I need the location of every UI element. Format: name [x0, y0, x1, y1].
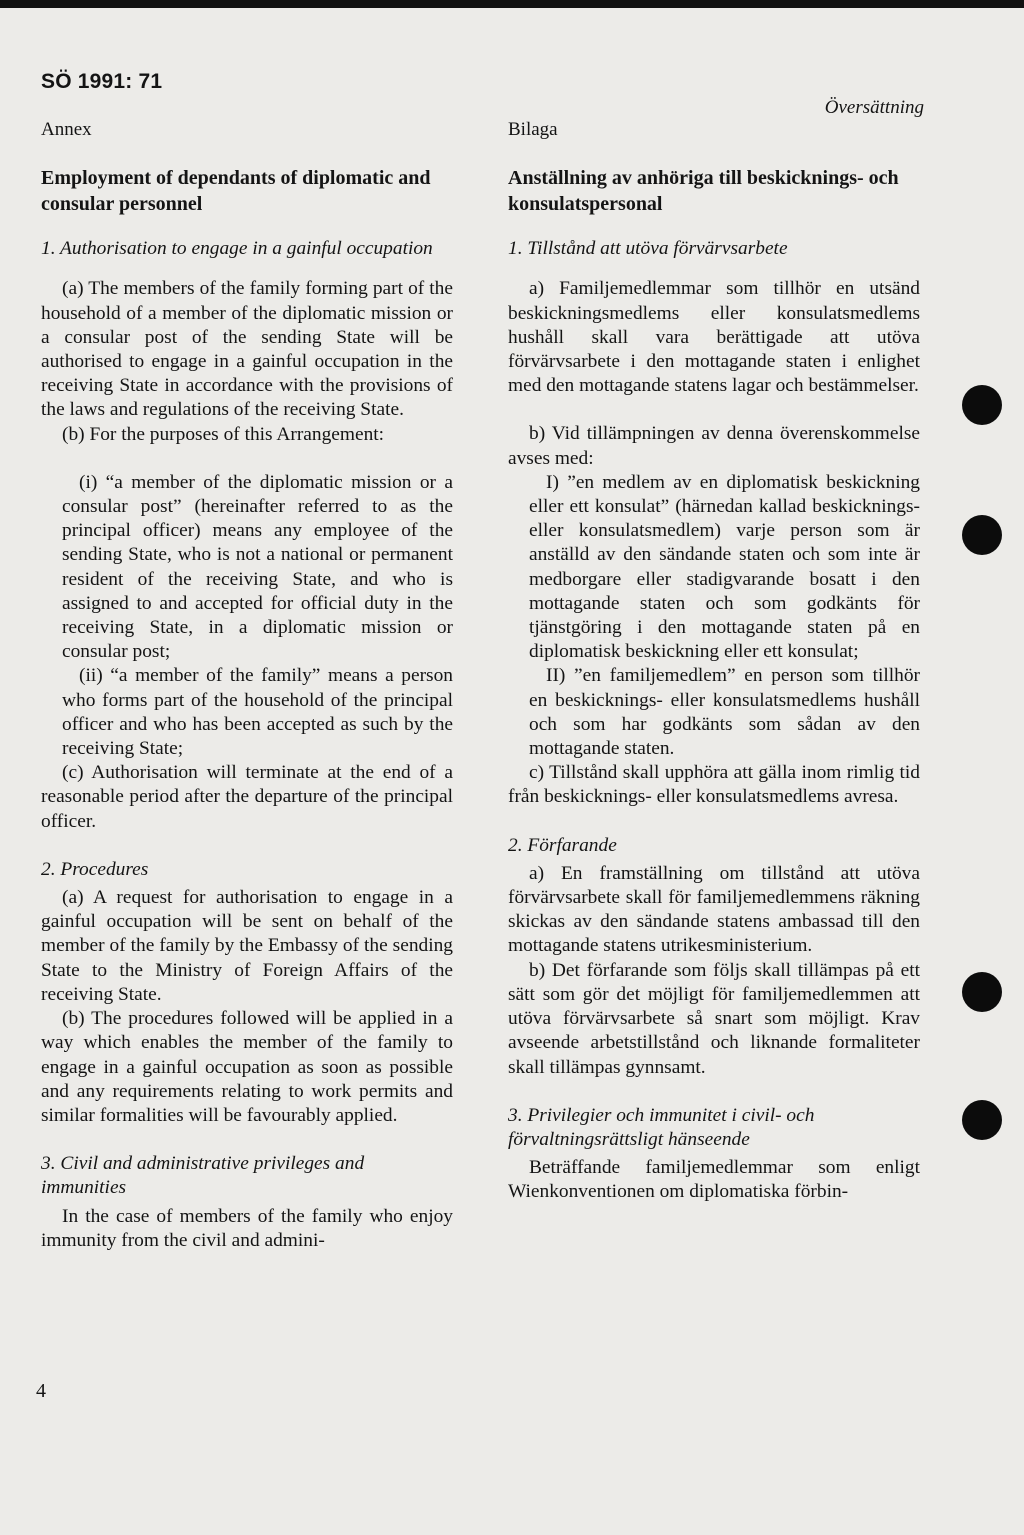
english-title: Employment of dependants of diplomatic and consular personnel [41, 167, 431, 216]
english-section-2-a: (a) A request for authorisation to engage in a gainful occupation will be sent on behalf of the member of the family by the Embassy of the sending State to the Ministry of Foreign Affairs of the receiving State. [41, 887, 453, 1005]
swedish-section-2-a: a) En framställning om tillstånd att utöva förvärvsarbete skall för familjemedlemmens räkning skickas av den sändande statens ambassad till den mottagande statens utrikesministerium. [508, 862, 920, 957]
swedish-definition-i: I) ”en medlem av en diplomatisk beskickning eller ett konsulat” (härnedan kallad beskicknings- eller konsulatsmedlem) varje person som är anställd av den sändande staten och som inte är medborgare eller stadigvarande bosatt i den mottagande staten och som godkänts för tjänstgöring i den mottagande staten på en diplomatisk beskickning eller ett konsulat; [529, 471, 920, 663]
english-column [41, 118, 453, 1253]
document-reference: SÖ 1991: 71 [41, 70, 163, 93]
margin-dot-icon [962, 385, 1002, 425]
english-section-2-heading: 2. Procedures [41, 858, 149, 880]
swedish-definitions [508, 471, 920, 761]
swedish-section-3-text: Beträffande familjemedlemmar som enligt Wienkonventionen om diplomatiska förbin- [508, 1157, 920, 1203]
english-section-2-b: (b) The procedures followed will be applied in a way which enables the member of the family to engage in a gainful occupation as soon as possible and any requirements relating to work permits and similar formalities will be favourably applied. [41, 1008, 453, 1126]
english-definition-ii: (ii) “a member of the family” means a person who forms part of the household of the principal officer and who has been accepted as such by the receiving State; [62, 665, 453, 760]
english-section-1-heading: 1. Authorisation to engage in a gainful occupation [41, 238, 433, 260]
margin-dot-icon [962, 515, 1002, 555]
english-section-1-a: (a) The members of the family forming part of the household of a member of the diplomatic mission or a consular post of the sending State will be authorised to engage in a gainful occupation in the receiving State in accordance with the provisions of the laws and regulations of the receiving State. [41, 278, 453, 421]
bilaga-label: Bilaga [508, 119, 558, 140]
english-section-1-b: (b) For the purposes of this Arrangement: [62, 423, 385, 445]
swedish-section-1-b: b) Vid tillämpningen av denna överenskommelse avses med: [508, 423, 920, 469]
swedish-section-1-c: c) Tillstånd skall upphöra att gälla inom rimlig tid från beskicknings- eller konsulatsmedlems avresa. [508, 762, 920, 808]
swedish-section-1-heading: 1. Tillstånd att utöva förvärvsarbete [508, 238, 788, 260]
margin-dot-icon [962, 972, 1002, 1012]
swedish-section-3-heading: 3. Privilegier och immunitet i civil- och förvaltningsrättsligt hänseende [508, 1104, 815, 1150]
swedish-column [508, 118, 920, 1205]
english-section-3-heading: 3. Civil and administrative privileges and immunities [41, 1153, 365, 1199]
english-section-1-c: (c) Authorisation will terminate at the end of a reasonable period after the departure of the principal officer. [41, 762, 453, 832]
page-number: 4 [36, 1380, 46, 1402]
swedish-section-2-heading: 2. Förfarande [508, 834, 617, 856]
margin-dot-icon [962, 1100, 1002, 1140]
english-definition-i: (i) “a member of the diplomatic mission or a consular post” (hereinafter referred to as the principal officer) means any employee of the sending State, who is not a national or permanent resident of the receiving State, and who is assigned to and accepted for official duty in the receiving State, in a diplomatic mission or consular post; [62, 471, 453, 663]
translation-label: Översättning [824, 97, 924, 118]
swedish-title: Anställning av anhöriga till beskicknings- och konsulatspersonal [508, 167, 899, 216]
english-definitions [41, 471, 453, 761]
top-border-rule [0, 0, 1024, 8]
swedish-section-2-b: b) Det förfarande som följs skall tillämpas på ett sätt som gör det möjligt för familjemedlemmen att utöva förvärvsarbete så snart som möjligt. Krav avseende arbetstillstånd och liknande formaliteter skall tillämpas gynnsamt. [508, 959, 920, 1078]
annex-label: Annex [41, 119, 92, 140]
swedish-definition-ii: II) ”en familjemedlem” en person som tillhör en beskicknings- eller konsulatsmedlems hushåll och som har godkänts som sådan av den mottagande staten. [529, 665, 920, 760]
swedish-section-1-a: a) Familjemedlemmar som tillhör en utsänd beskickningsmedlems eller konsulatsmedlems hushåll skall vara berättigade att utöva förvärvsarbete i den mottagande staten i enlighet med den mottagande statens lagar och bestämmelser. [508, 278, 920, 397]
english-section-3-text: In the case of members of the family who enjoy immunity from the civil and admini- [41, 1205, 453, 1251]
